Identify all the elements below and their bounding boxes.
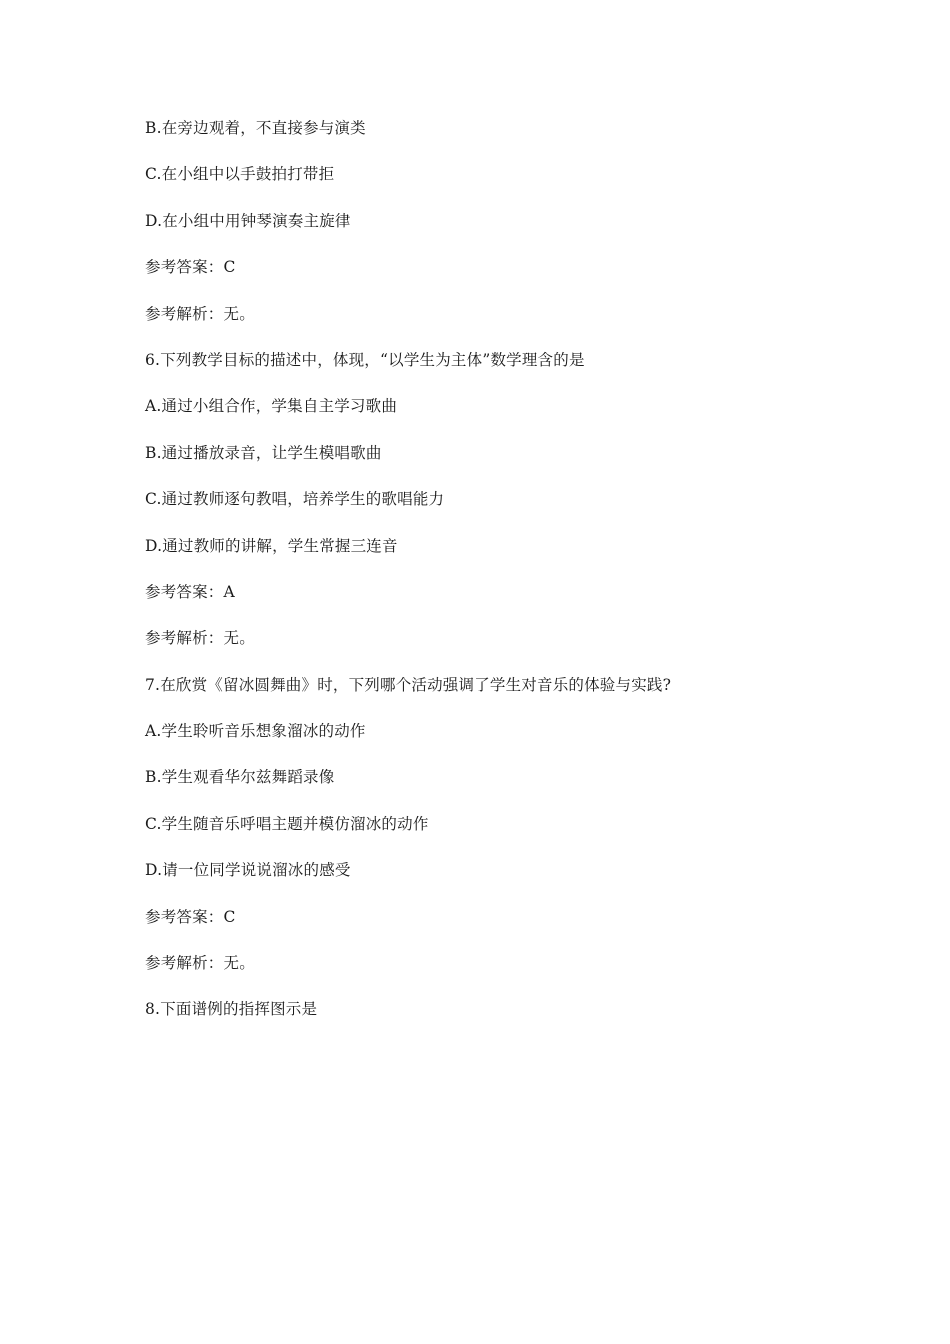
question-6: 6.下列教学目标的描述中，体现，“以学生为主体”数学理含的是 — [145, 350, 585, 369]
option-c-q5: C.在小组中以手鼓拍打带拒 — [145, 165, 335, 184]
explanation-q7: 参考解析：无。 — [145, 954, 255, 973]
explanation-q5: 参考解析：无。 — [145, 304, 255, 323]
option-d-q6: D.通过教师的讲解，学生常握三连音 — [145, 536, 398, 555]
question-7: 7.在欣赏《留冰圆舞曲》时，下列哪个活动强调了学生对音乐的体验与实践? — [145, 675, 672, 694]
question-text-block — [145, 115, 825, 1043]
explanation-q6: 参考解析：无。 — [145, 629, 255, 648]
answer-q7: 参考答案：C — [145, 907, 236, 926]
question-8: 8.下面谱例的指挥图示是 — [145, 1000, 318, 1019]
option-c-q7: C.学生随音乐呼唱主题并模仿溜冰的动作 — [145, 814, 429, 833]
answer-q6: 参考答案：A — [145, 582, 235, 601]
option-b-q5: B.在旁边观着，不直接参与演类 — [145, 119, 366, 137]
answer-q5: 参考答案：C — [145, 258, 236, 277]
option-a-q6: A.通过小组合作，学集自主学习歌曲 — [145, 397, 398, 416]
option-b-q6: B.通过播放录音，让学生模唱歌曲 — [145, 443, 382, 462]
option-d-q5: D.在小组中用钟琴演奏主旋律 — [145, 211, 351, 230]
option-d-q7: D.请一位同学说说溜冰的感受 — [145, 861, 351, 880]
option-b-q7: B.学生观看华尔兹舞蹈录像 — [145, 768, 335, 787]
option-c-q6: C.通过教师逐句教唱，培养学生的歌唱能力 — [145, 490, 445, 509]
option-a-q7: A.学生聆听音乐想象溜冰的动作 — [145, 722, 366, 741]
